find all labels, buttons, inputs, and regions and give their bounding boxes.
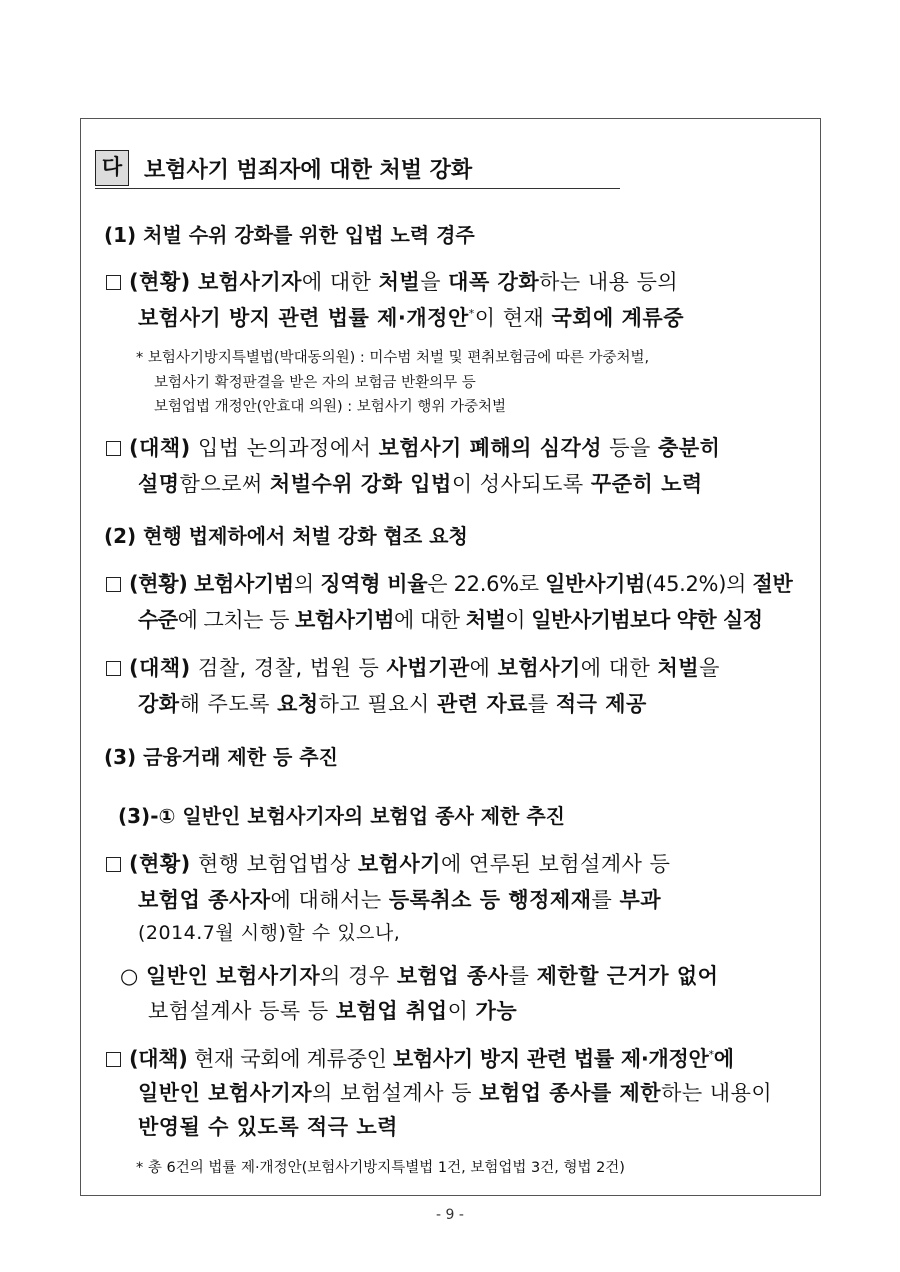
checkbox-square-icon [106, 441, 121, 456]
s2-p2-line2: 강화해 주도록 요청하고 필요시 관련 자료를 적극 제공 [138, 692, 647, 716]
page-number: - 9 - [436, 1207, 464, 1223]
heading-1: (1) 처벌 수위 강화를 위한 입법 노력 경주 [104, 223, 475, 247]
s2-p2-line1: (대책) 검찰, 경찰, 법원 등 사법기관에 보험사기에 대한 처벌을 [106, 652, 720, 682]
s3-p2-line3: 반영될 수 있도록 적극 노력 [138, 1115, 398, 1139]
s3-p1-line3: (2014.7월 시행)할 수 있으나, [138, 922, 401, 944]
checkbox-square-icon [106, 661, 121, 676]
s3-bullet-line1: ○ 일반인 보험사기자의 경우 보험업 종사를 제한할 근거가 없어 [120, 964, 719, 988]
s3-note: * 총 6건의 법률 제·개정안(보험사기방지특별법 1건, 보험업법 3건, 형법 2건) [136, 1160, 625, 1176]
checkbox-square-icon [106, 275, 121, 290]
s1-p2-line2: 설명함으로써 처벌수위 강화 입법이 성사되도록 꾸준히 노력 [138, 472, 703, 496]
section-title: 보험사기 범죄자에 대한 처벌 강화 [144, 158, 473, 183]
s3-bullet-line2: 보험설계사 등록 등 보험업 취업이 가능 [148, 999, 518, 1023]
s1-p2-line1: (대책) 입법 논의과정에서 보험사기 폐해의 심각성 등을 충분히 [106, 432, 720, 462]
heading-2: (2) 현행 법제하에서 처벌 강화 협조 요청 [104, 524, 468, 548]
s2-p1-line1: (현황) 보험사기범의 징역형 비율은 22.6%로 일반사기범(45.2%)의 절반 [106, 568, 792, 598]
s2-p1-line2: 수준에 그치는 등 보험사기범에 대한 처벌이 일반사기범보다 약한 실정 [138, 608, 763, 632]
s3-p1-line2: 보험업 종사자에 대해서는 등록취소 등 행정제재를 부과 [138, 888, 662, 912]
s3-p1-line1: (현황) 현행 보험업법상 보험사기에 연루된 보험설계사 등 [106, 848, 670, 878]
checkbox-square-icon [106, 1052, 121, 1067]
s1-p1-line1: (현황) 보험사기자에 대한 처벌을 대폭 강화하는 내용 등의 [106, 266, 678, 296]
heading-3: (3) 금융거래 제한 등 추진 [104, 745, 338, 769]
checkbox-square-icon [106, 857, 121, 872]
s3-p2-line1: (대책) 현재 국회에 계류중인 보험사기 방지 관련 법률 제·개정안*에 [106, 1043, 734, 1073]
s3-p2-line2: 일반인 보험사기자의 보험설계사 등 보험업 종사를 제한하는 내용이 [138, 1081, 773, 1105]
subheading-3-1: (3)-① 일반인 보험사기자의 보험업 종사 제한 추진 [118, 804, 565, 828]
checkbox-square-icon [106, 577, 121, 592]
circle-bullet-icon: ○ [120, 964, 139, 988]
section-badge: 다 [95, 150, 129, 186]
section-underline [95, 188, 620, 189]
s1-note-2: 보험사기 확정판결을 받은 자의 보험금 반환의무 등 [154, 375, 476, 391]
s1-note-3: 보험업법 개정안(안효대 의원) : 보험사기 행위 가중처벌 [154, 399, 507, 415]
s1-p1-line2: 보험사기 방지 관련 법률 제·개정안*이 현재 국회에 계류중 [138, 306, 684, 330]
s1-note-1: * 보험사기방지특별법(박대동의원) : 미수범 처벌 및 편취보험금에 따른 가중처벌, [136, 350, 650, 366]
